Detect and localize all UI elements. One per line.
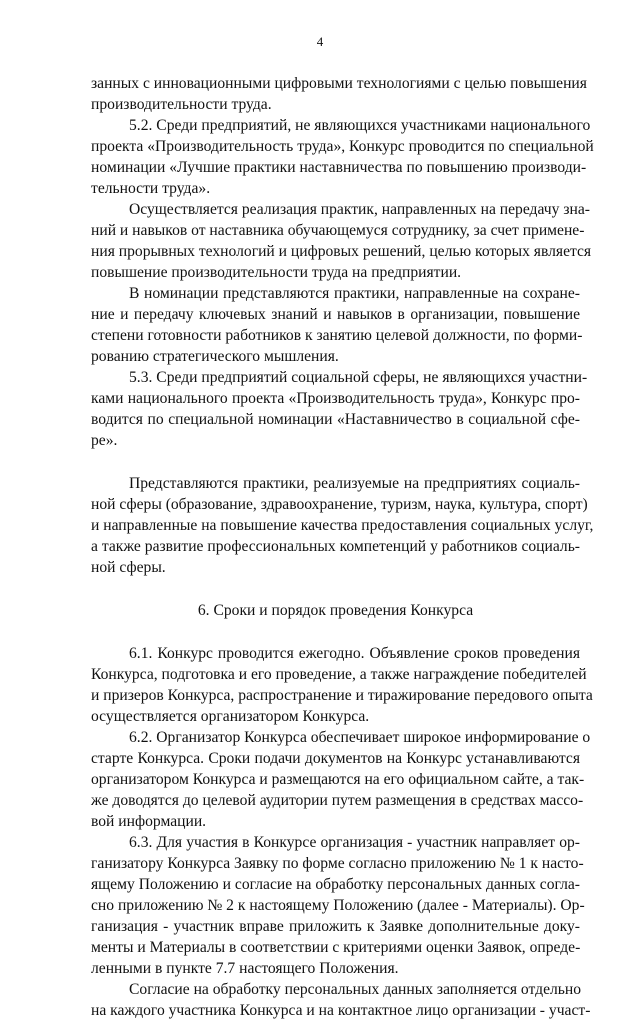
- paragraph: [91, 727, 591, 832]
- spacer: [91, 621, 580, 643]
- paragraph-line: ния прорывных технологий и цифровых решений, целью которых является: [91, 243, 592, 260]
- paragraph-line: ний и навыков от наставника обучающемуся сотруднику, за счет примене-: [91, 222, 585, 239]
- paragraph-line: производительности труда.: [91, 96, 272, 113]
- paragraph-line: проекта «Производительность труда», Конкурс проводится по специальной: [91, 138, 594, 155]
- paragraph-line: водится по специальной номинации «Наставничество в социальной сфе-: [91, 411, 580, 428]
- paragraph-line: вой информации.: [91, 813, 207, 830]
- paragraph-line: ной сферы.: [91, 559, 166, 576]
- paragraph-line: и призеров Конкурса, распространение и тиражирование передового опыта: [91, 687, 593, 704]
- paragraph-line: ной сферы (образование, здравоохранение, туризм, наука, культура, спорт): [91, 496, 588, 513]
- spacer: [91, 451, 580, 473]
- paragraph-line: Осуществляется реализация практик, направленных на передачу зна-: [129, 201, 590, 218]
- paragraph-line: ганизация - участник вправе приложить к Заявке дополнительные доку-: [91, 918, 580, 935]
- paragraph-line: же доводятся до целевой аудитории путем размещения в средствах массо-: [91, 792, 584, 809]
- paragraph-line: ящему Положению и согласие на обработку персональных данных согла-: [91, 876, 580, 893]
- paragraph-line: номинации «Лучшие практики наставничества по повышению производи-: [91, 159, 587, 176]
- paragraph-line: и направленные на повышение качества предоставления социальных услуг,: [91, 517, 594, 534]
- paragraph-line: ленными в пункте 7.7 настоящего Положения.: [91, 960, 399, 977]
- paragraph: [91, 199, 592, 283]
- paragraph: [91, 283, 583, 367]
- paragraph: [91, 73, 587, 115]
- paragraph-line: а также развитие профессиональных компетенций у работников социаль-: [91, 538, 580, 555]
- paragraph-line: 5.2. Среди предприятий, не являющихся участниками национального: [129, 117, 591, 134]
- paragraph-line: рованию стратегического мышления.: [91, 348, 339, 365]
- paragraph: [91, 979, 591, 1021]
- paragraph-line: степени готовности работников к занятию целевой должности, по форми-: [91, 327, 583, 344]
- paragraph-line: ние и передачу ключевых знаний и навыков в организации, повышение: [91, 306, 580, 323]
- paragraph-line: Согласие на обработку персональных данных заполняется отдельно: [129, 981, 582, 998]
- paragraph-line: организатором Конкурса и размещаются на его официальном сайте, а так-: [91, 771, 585, 788]
- paragraph-line: менты и Материалы в соответствии с критериями оценки Заявок, опреде-: [91, 939, 581, 956]
- paragraph: [91, 115, 594, 199]
- paragraph-line: старте Конкурса. Сроки подачи документов на Конкурс устанавливаются: [91, 750, 580, 767]
- paragraph-line: 6.3. Для участия в Конкурсе организация - участник направляет ор-: [129, 834, 580, 851]
- paragraph: [91, 643, 593, 727]
- section-heading: 6. Сроки и порядок проведения Конкурса: [197, 602, 474, 619]
- paragraph-line: сно приложению № 2 к настоящему Положению (далее - Материалы). Ор-: [91, 897, 585, 914]
- paragraph-line: на каждого участника Конкурса и на контактное лицо организации - участ-: [91, 1002, 591, 1019]
- paragraph-line: Представляются практики, реализуемые на предприятиях социаль-: [129, 475, 580, 492]
- document-body: [91, 73, 594, 1021]
- paragraph-line: ками национального проекта «Производительность труда», Конкурс про-: [91, 390, 580, 407]
- paragraph-line: 6.1. Конкурс проводится ежегодно. Объявление сроков проведения: [129, 645, 580, 662]
- paragraph-line: В номинации представляются практики, направленные на сохране-: [129, 285, 580, 302]
- paragraph-line: ганизатору Конкурса Заявку по форме согласно приложению № 1 к насто-: [91, 855, 584, 872]
- paragraph-line: занных с инновационными цифровыми технологиями с целью повышения: [91, 75, 587, 92]
- page-number: 4: [316, 34, 324, 49]
- paragraph-line: Конкурса, подготовка и его проведение, а также награждение победителей: [91, 666, 587, 683]
- paragraph-line: 5.3. Среди предприятий социальной сферы, не являющихся участни-: [129, 369, 588, 386]
- paragraph-line: повышение производительности труда на предприятии.: [91, 264, 462, 281]
- paragraph-line: 6.2. Организатор Конкурса обеспечивает широкое информирование о: [129, 729, 591, 746]
- paragraph: [91, 832, 585, 979]
- paragraph: [91, 473, 594, 578]
- paragraph-line: тельности труда».: [91, 180, 211, 197]
- paragraph-line: осуществляется организатором Конкурса.: [91, 708, 370, 725]
- spacer: [91, 578, 580, 600]
- paragraph-line: ре».: [91, 432, 118, 449]
- paragraph: [91, 367, 588, 451]
